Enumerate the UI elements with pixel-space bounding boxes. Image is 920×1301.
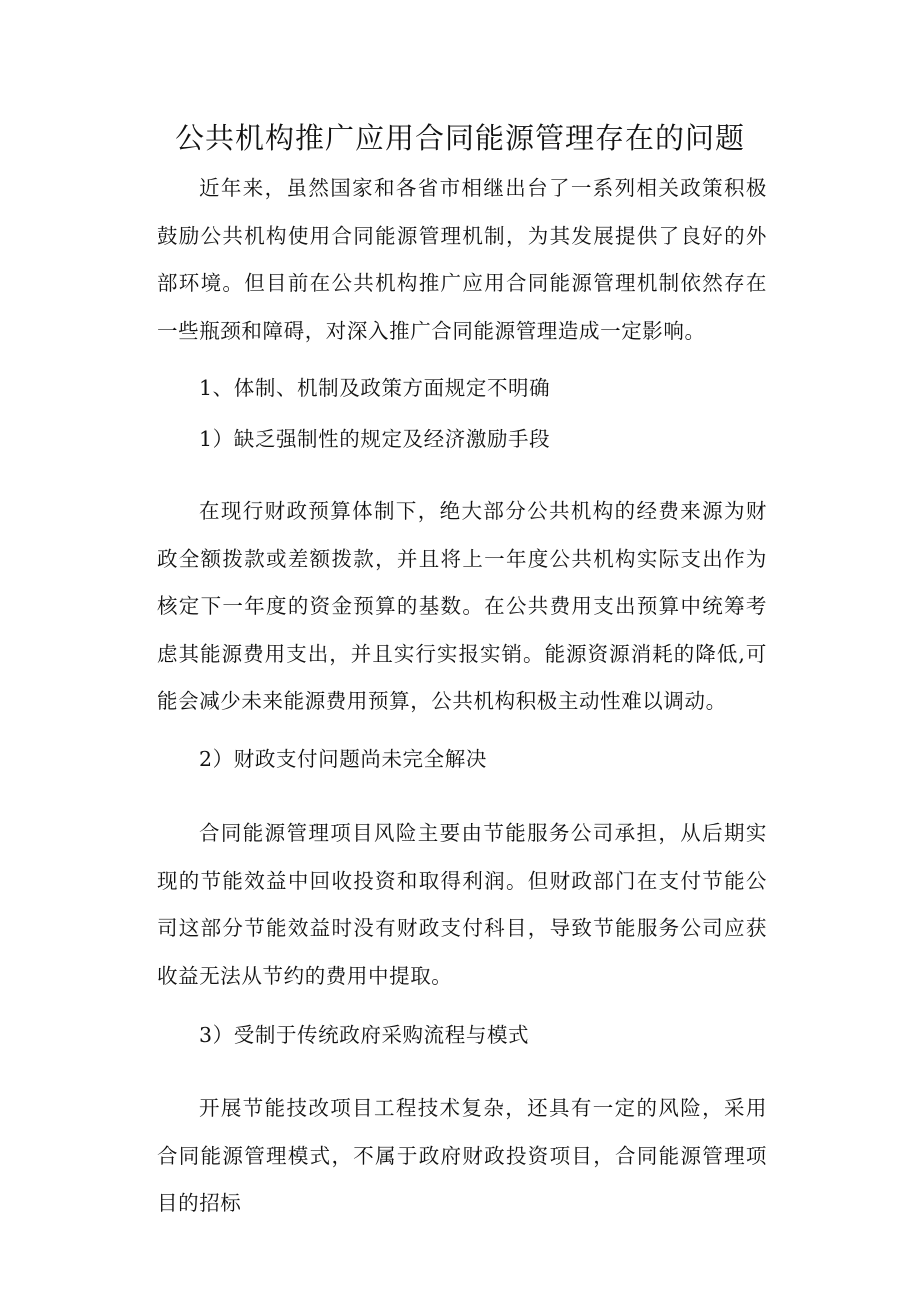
subsection-heading-2: 2）财政支付问题尚未完全解决: [199, 747, 487, 771]
subsection-heading-1: 1）缺乏强制性的规定及经济激励手段: [199, 427, 551, 451]
body-paragraph-3: 开展节能技改项目工程技术复杂，还具有一定的风险，采用合同能源管理模式，不属于政府财政投资项目，合同能源管理项目的招标: [157, 1096, 767, 1215]
intro-paragraph: 近年来，虽然国家和各省市相继出台了一系列相关政策积极鼓励公共机构使用合同能源管理机制，为其发展提供了良好的外部环境。但目前在公共机构推广应用合同能源管理机制依然存在一些瓶颈和障碍，对深入推广合同能源管理造成一定影响。: [157, 176, 767, 343]
subsection-heading-3: 3）受制于传统政府采购流程与模式: [199, 1023, 530, 1047]
body-paragraph-1: 在现行财政预算体制下，绝大部分公共机构的经费来源为财政全额拨款或差额拨款，并且将上一年度公共机构实际支出作为核定下一年度的资金预算的基数。在公共费用支出预算中统筹考虑其能源费用支出，并且实行实报实销。能源资源消耗的降低,可能会减少未来能源费用预算，公共机构积极主动性难以调动。: [157, 499, 767, 713]
body-paragraph-2: 合同能源管理项目风险主要由节能服务公司承担，从后期实现的节能效益中回收投资和取得利润。但财政部门在支付节能公司这部分节能效益时没有财政支付科目，导致节能服务公司应获收益无法从节约的费用中提取。: [157, 821, 767, 988]
section-heading-1: 1、体制、机制及政策方面规定不明确: [199, 376, 551, 400]
document-title: 公共机构推广应用合同能源管理存在的问题: [174, 121, 745, 155]
